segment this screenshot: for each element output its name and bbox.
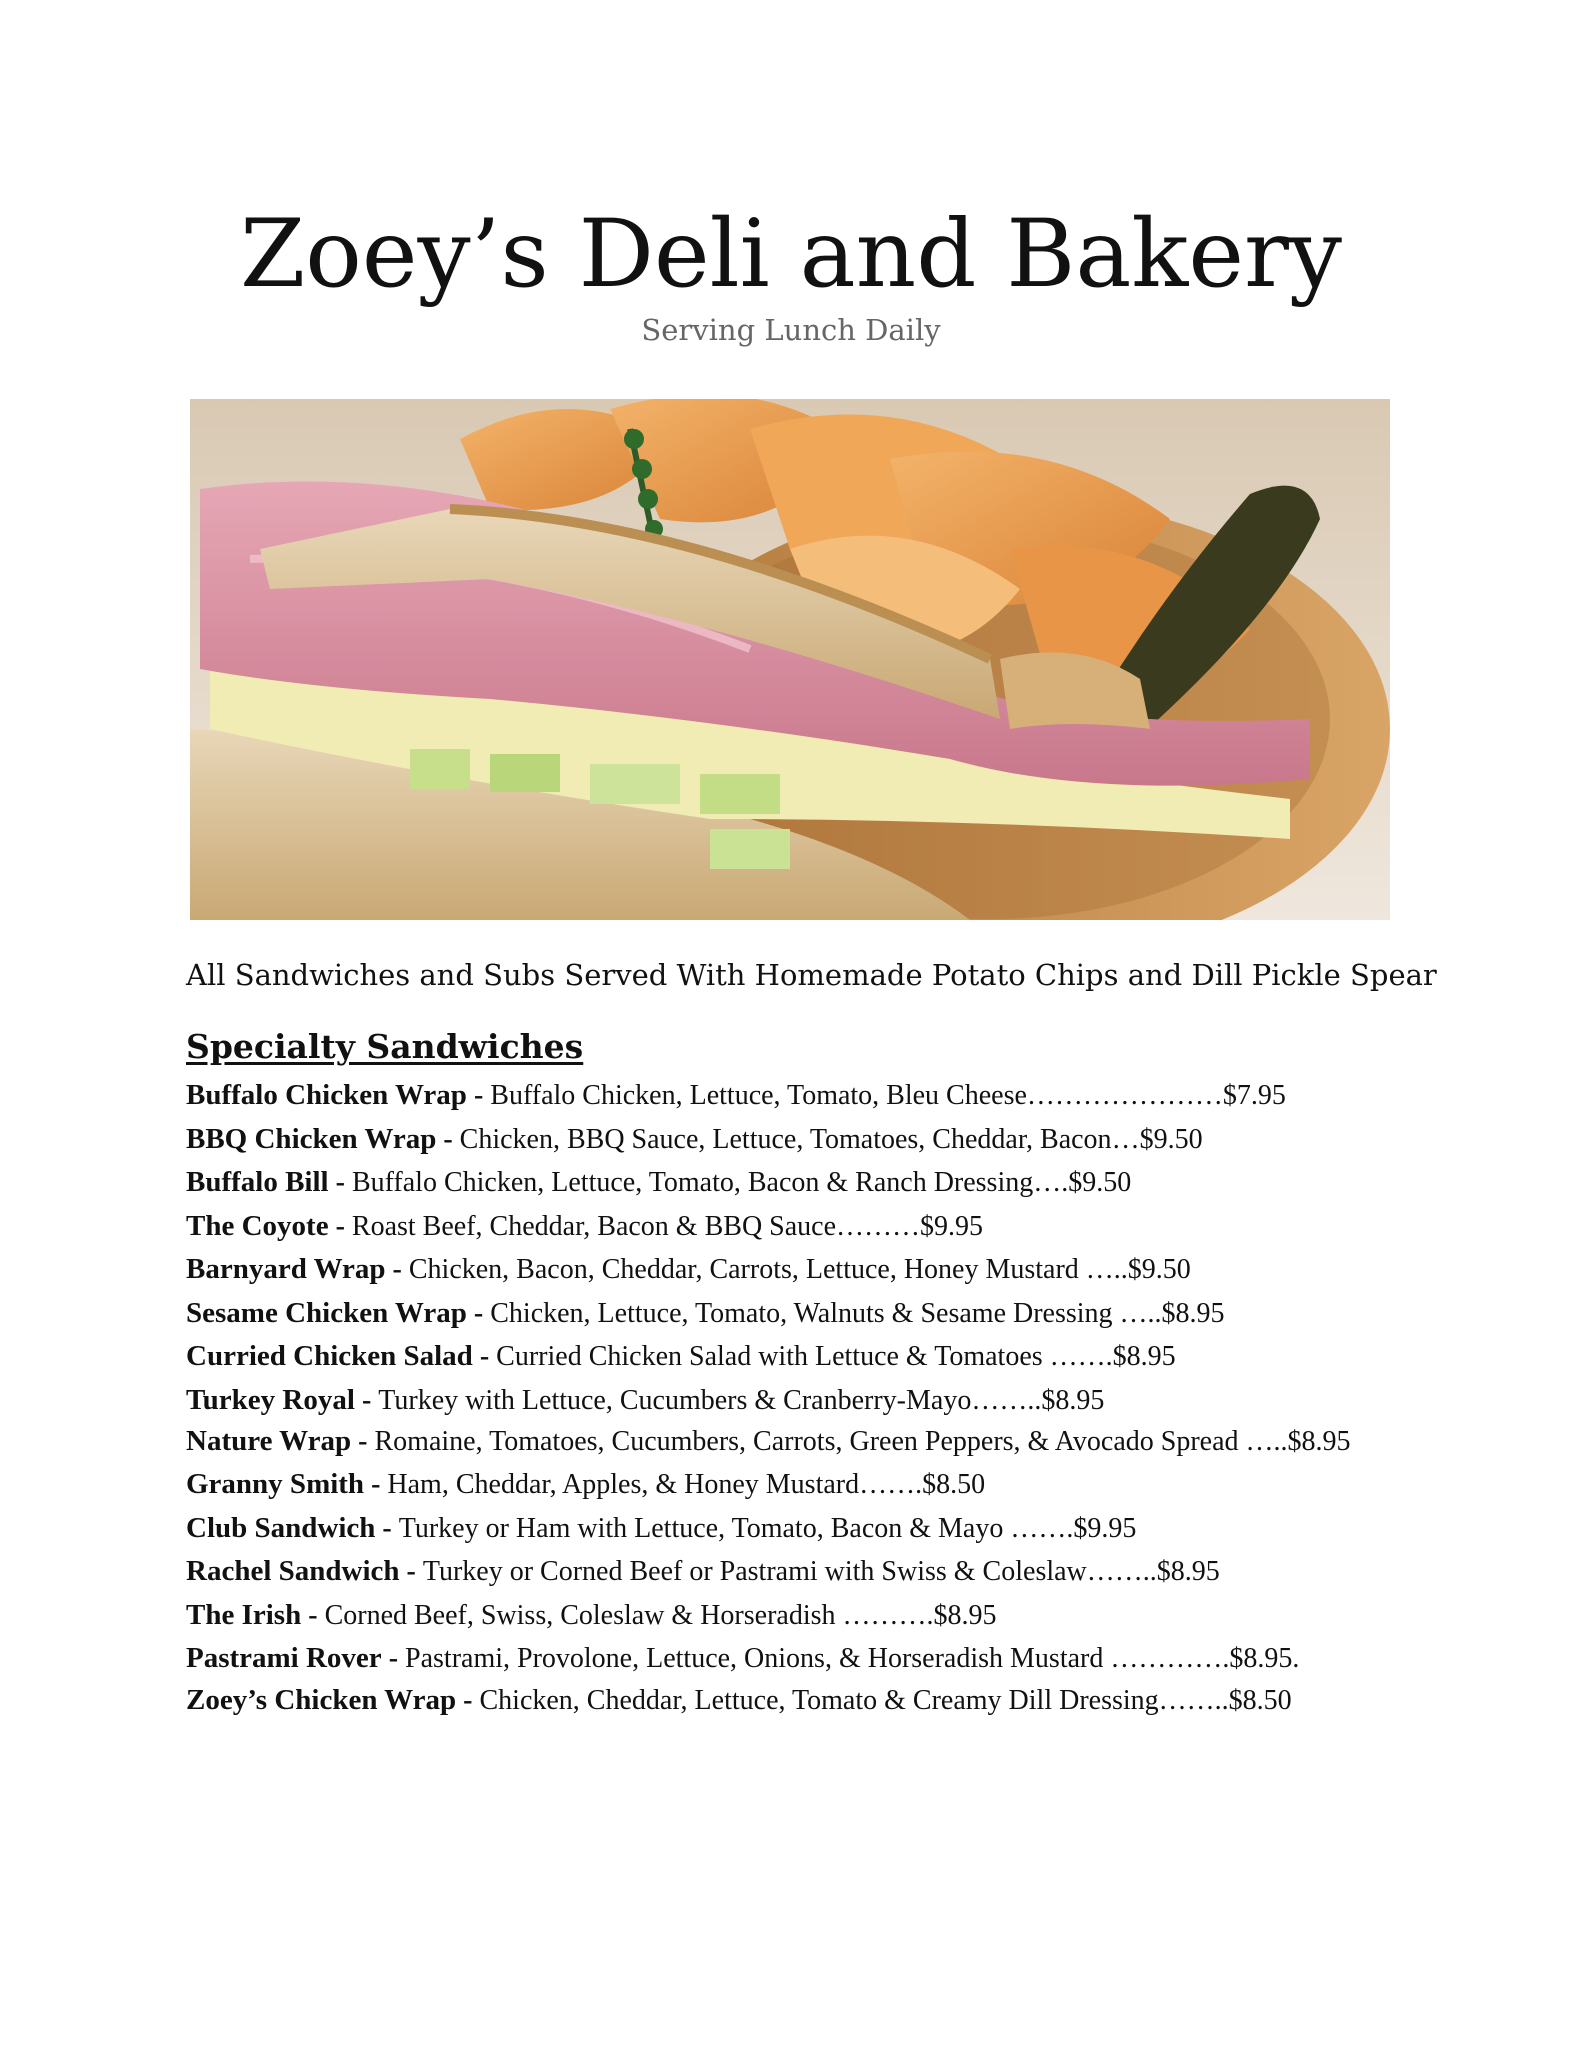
menu-item	[186, 1292, 1416, 1336]
item-name: Club Sandwich	[186, 1511, 376, 1544]
item-description: Ham, Cheddar, Apples, & Honey Mustard	[387, 1469, 860, 1500]
item-separator: -	[354, 1384, 379, 1416]
item-description: Chicken, Cheddar, Lettuce, Tomato & Creamy Dill Dressing	[479, 1684, 1159, 1716]
item-price: $9.50	[1127, 1254, 1191, 1285]
item-price: $8.95	[1287, 1426, 1351, 1457]
item-dots: ………	[836, 1210, 921, 1242]
item-dots: …………………	[1026, 1080, 1223, 1111]
item-separator: -	[328, 1167, 352, 1198]
menu-list	[186, 1074, 1416, 1722]
item-separator: -	[381, 1643, 406, 1674]
menu-item	[186, 1335, 1416, 1379]
item-description: Buffalo Chicken, Lettuce, Tomato, Bleu Cheese	[490, 1080, 1027, 1111]
item-dots: ….	[1033, 1167, 1069, 1198]
section-heading: Specialty Sandwiches	[186, 1027, 584, 1066]
item-price: $8.95	[1041, 1384, 1105, 1416]
menu-item	[186, 1681, 1416, 1722]
item-name: Pastrami Rover	[186, 1642, 382, 1674]
item-separator: -	[399, 1556, 423, 1587]
item-separator: -	[301, 1599, 325, 1631]
item-dots: …….	[1049, 1341, 1113, 1372]
item-price: $8.95	[933, 1599, 997, 1631]
item-price: $8.95	[1161, 1297, 1225, 1329]
item-separator: -	[375, 1512, 399, 1544]
item-dots: ………….	[1110, 1643, 1230, 1674]
menu-item	[186, 1507, 1416, 1551]
item-description: Chicken, Lettuce, Tomato, Walnuts & Sesame Dressing	[490, 1297, 1120, 1329]
menu-item	[186, 1422, 1416, 1463]
item-price: $9.50	[1068, 1167, 1132, 1198]
item-name: Zoey’s Chicken Wrap	[186, 1683, 457, 1716]
item-description: Pastrami, Provolone, Lettuce, Onions, & Horseradish Mustard	[405, 1643, 1111, 1674]
item-description: Turkey or Ham with Lettuce, Tomato, Bacon & Mayo	[398, 1512, 1011, 1544]
item-dots: …….	[859, 1469, 923, 1500]
item-name: Nature Wrap	[186, 1425, 352, 1457]
menu-item	[186, 1161, 1416, 1205]
item-dots: …..	[1245, 1426, 1288, 1457]
menu-item	[186, 1379, 1416, 1423]
item-description: Chicken, BBQ Sauce, Lettuce, Tomatoes, Cheddar, Bacon	[459, 1123, 1112, 1155]
item-name: The Irish	[186, 1598, 302, 1631]
item-dots: …….	[1010, 1512, 1074, 1544]
item-separator: -	[466, 1080, 491, 1111]
item-description: Turkey with Lettuce, Cucumbers & Cranberry-Mayo	[378, 1384, 972, 1416]
item-name: Curried Chicken Salad	[186, 1340, 473, 1372]
menu-item	[186, 1463, 1416, 1507]
item-name: BBQ Chicken Wrap	[186, 1122, 437, 1155]
item-price: $9.50	[1139, 1123, 1203, 1155]
tagline: All Sandwiches and Subs Served With Homemade Potato Chips and Dill Pickle Spear	[186, 958, 1437, 992]
item-separator: -	[385, 1254, 409, 1285]
item-separator: -	[364, 1469, 388, 1500]
item-name: Turkey Royal	[186, 1383, 355, 1416]
item-description: Buffalo Chicken, Lettuce, Tomato, Bacon & Ranch Dressing	[351, 1167, 1034, 1198]
page-title: Zoey’s Deli and Bakery	[239, 200, 1343, 309]
item-price: $9.95	[1073, 1512, 1137, 1544]
item-separator: -	[436, 1123, 460, 1155]
menu-item	[186, 1594, 1416, 1638]
item-description: Curried Chicken Salad with Lettuce & Tomatoes	[496, 1341, 1050, 1372]
menu-item	[186, 1550, 1416, 1594]
menu-item	[186, 1637, 1416, 1681]
item-separator: -	[328, 1210, 352, 1242]
item-price: $9.95	[920, 1210, 984, 1242]
item-description: Corned Beef, Swiss, Coleslaw & Horseradish	[324, 1599, 843, 1631]
item-separator: -	[472, 1341, 497, 1372]
item-description: Turkey or Corned Beef or Pastrami with Swiss & Coleslaw	[422, 1556, 1087, 1587]
item-description: Chicken, Bacon, Cheddar, Carrots, Lettuce, Honey Mustard	[408, 1254, 1086, 1285]
item-name: Sesame Chicken Wrap	[186, 1296, 467, 1329]
sandwich-photo-image	[190, 399, 1390, 920]
item-description: Romaine, Tomatoes, Cucumbers, Carrots, Green Peppers, & Avocado Spread	[374, 1426, 1246, 1457]
item-separator: -	[351, 1426, 375, 1457]
item-dots: …	[1111, 1123, 1140, 1155]
item-price: $8.95	[1156, 1556, 1220, 1587]
item-price: $8.95.	[1229, 1643, 1300, 1674]
item-name: Buffalo Bill	[186, 1166, 329, 1198]
item-dots: ……..	[1086, 1556, 1157, 1587]
menu-item	[186, 1205, 1416, 1249]
item-description: Roast Beef, Cheddar, Bacon & BBQ Sauce	[351, 1210, 837, 1242]
sandwich-photo	[190, 399, 1390, 920]
item-price: $7.95	[1222, 1080, 1286, 1111]
item-dots: ……..	[1158, 1684, 1229, 1716]
item-name: Barnyard Wrap	[186, 1253, 386, 1285]
item-price: $8.50	[1228, 1684, 1292, 1716]
item-dots: …..	[1119, 1297, 1162, 1329]
item-name: The Coyote	[186, 1209, 329, 1242]
item-price: $8.50	[922, 1469, 986, 1500]
menu-item	[186, 1074, 1416, 1118]
menu-item	[186, 1248, 1416, 1292]
item-price: $8.95	[1112, 1341, 1176, 1372]
item-name: Rachel Sandwich	[186, 1555, 400, 1587]
item-name: Buffalo Chicken Wrap	[186, 1079, 467, 1111]
menu-item	[186, 1118, 1416, 1162]
item-separator: -	[466, 1297, 491, 1329]
item-separator: -	[456, 1684, 480, 1716]
item-name: Granny Smith	[186, 1468, 365, 1500]
item-dots: ……….	[842, 1599, 934, 1631]
item-dots: ……..	[971, 1384, 1042, 1416]
page-subtitle: Serving Lunch Daily	[641, 313, 941, 347]
item-dots: …..	[1085, 1254, 1128, 1285]
